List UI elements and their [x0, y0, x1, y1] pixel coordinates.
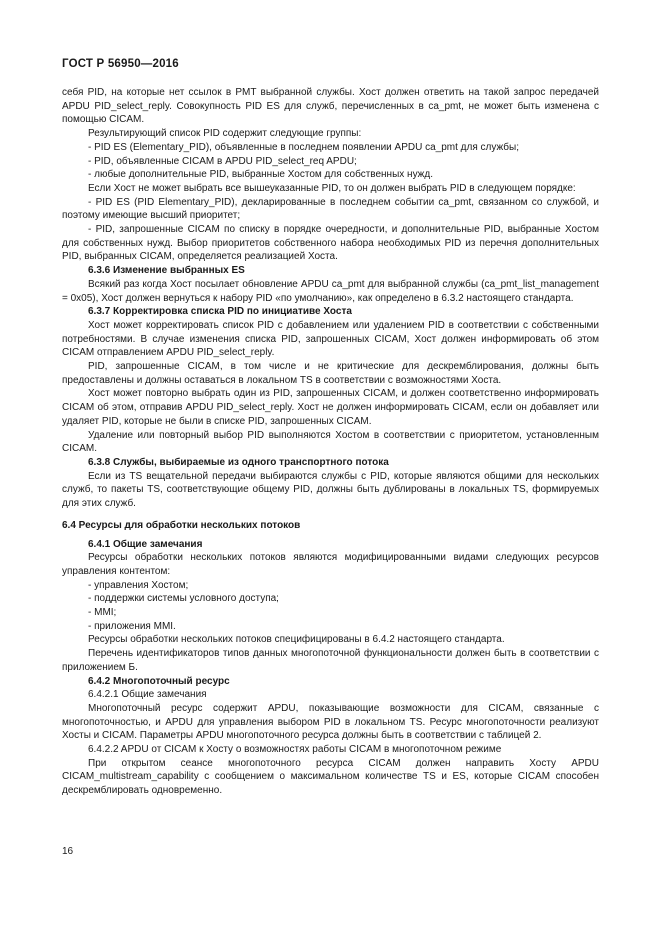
list-item: - PID ES (Elementary_PID), объявленные в последнем появлении APDU ca_pmt для службы;	[88, 141, 519, 153]
paragraph: Результирующий список PID содержит следующие группы:	[88, 128, 362, 140]
paragraph: PID, запрошенные CICAM, в том числе и не критические для дескремблирования, должны быть предоставлены и должны оставаться в локальном TS в соответствии с возможностями Хоста.	[62, 361, 599, 386]
list-item: - поддержки системы условного доступа;	[88, 593, 279, 605]
paragraph: Всякий раз когда Хост посылает обновление APDU ca_pmt для выбранной службы (ca_pmt_list_management = 0x05), Хост должен вернуться к набору PID «по умолчанию», как определено в 6.3.2 настоящего стандарта.	[62, 278, 599, 304]
paragraph: Удаление или повторный выбор PID выполняются Хостом в соответствии с приоритетом, установленным CICAM.	[62, 429, 599, 455]
list-item: - любые дополнительные PID, выбранные Хостом для собственных нужд.	[88, 169, 433, 181]
document-header: ГОСТ Р 56950—2016	[62, 58, 179, 70]
document-body	[62, 86, 599, 798]
paragraph: Хост может корректировать список PID с добавлением или удалением PID в соответствии с собственными потребностями. В случае изменения списка PID, запрошенных CICAM, Хост должен информировать об этом CICAM отправлением APDU PID_select_reply.	[62, 319, 599, 359]
list-item: - управления Хостом;	[88, 579, 189, 591]
subsection-heading: 6.4.1 Общие замечания	[88, 538, 203, 550]
paragraph: - PID, запрошенные CICAM по списку в порядке очередности, и дополнительные PID, выбранные Хостом для собственных нужд. Выбор приоритетов собственного набора необходимых PID из перечня дополнительных PID, выбранных CICAM, определяется реализацией Хоста.	[62, 224, 599, 263]
paragraph: Если Хост не может выбрать все вышеуказанные PID, то он должен выбрать PID в следующем порядке:	[88, 182, 576, 194]
subsection-heading: 6.3.7 Корректировка списка PID по инициативе Хоста	[88, 306, 352, 318]
section-heading: 6.4 Ресурсы для обработки нескольких потоков	[62, 519, 301, 531]
paragraph: - PID ES (PID Elementary_PID), декларированные в последнем событии ca_pmt, связанном со службой, и поэтому имеющие высший приоритет;	[62, 196, 599, 222]
paragraph: 6.4.2.1 Общие замечания	[88, 689, 207, 701]
paragraph: Ресурсы обработки нескольких потоков являются модифицированными видами следующих ресурсов управления контентом:	[62, 552, 599, 577]
subsection-heading: 6.3.8 Службы, выбираемые из одного транспортного потока	[88, 456, 389, 468]
paragraph: Перечень идентификаторов типов данных многопоточной функциональности должен быть в соответствии с приложением Б.	[62, 648, 599, 673]
paragraph: Многопоточный ресурс содержит APDU, показывающие возможности для CICAM, связанные с многопоточностью, и APDU для управления выбором PID в локальном TS. Ресурс многопоточности реализуют Хосты и CICAM. Параметры APDU многопоточного ресурса должны быть в соответствии с таблицей 2.	[62, 702, 599, 742]
subsection-heading: 6.3.6 Изменение выбранных ES	[88, 265, 245, 277]
subsection-heading: 6.4.2 Многопоточный ресурс	[88, 675, 230, 687]
list-item: - приложения MMI.	[88, 620, 176, 632]
paragraph: При открытом сеансе многопоточного ресурса CICAM должен направить Хосту APDU CICAM_multistream_capability с сообщением о максимальном количестве TS и ES, которые CICAM способен дескремблировать одновременно.	[62, 757, 599, 797]
paragraph: 6.4.2.2 APDU от CICAM к Хосту о возможностях работы CICAM в многопоточном режиме	[88, 744, 502, 756]
paragraph: Хост может повторно выбрать один из PID, запрошенных CICAM, и должен соответственно информировать CICAM об этом, отправив APDU PID_select_reply. Хост не должен информировать CICAM, если он добавляет или удаляет PID, которые не были в списке PID, запрошенных CICAM.	[62, 388, 599, 427]
list-item: - PID, объявленные CICAM в APDU PID_select_req APDU;	[88, 155, 357, 167]
paragraph: Ресурсы обработки нескольких потоков специфицированы в 6.4.2 настоящего стандарта.	[88, 634, 505, 646]
list-item: - MMI;	[88, 607, 117, 619]
page-number: 16	[62, 846, 74, 857]
paragraph: себя PID, на которые нет ссылок в PMT выбранной службы. Хост должен ответить на такой запрос передачей APDU PID_select_reply. Совокупность PID ES для служб, перечисленных в ca_pmt, не может быть изменена с помощью CICAM.	[62, 87, 599, 126]
section-spacer	[62, 511, 599, 519]
paragraph: Если из TS вещательной передачи выбираются службы с PID, которые являются общими для нескольких служб, то пакеты TS, соответствующие общему PID, должны быть дублированы в локальных TS, формируемых для этих служб.	[62, 470, 599, 510]
